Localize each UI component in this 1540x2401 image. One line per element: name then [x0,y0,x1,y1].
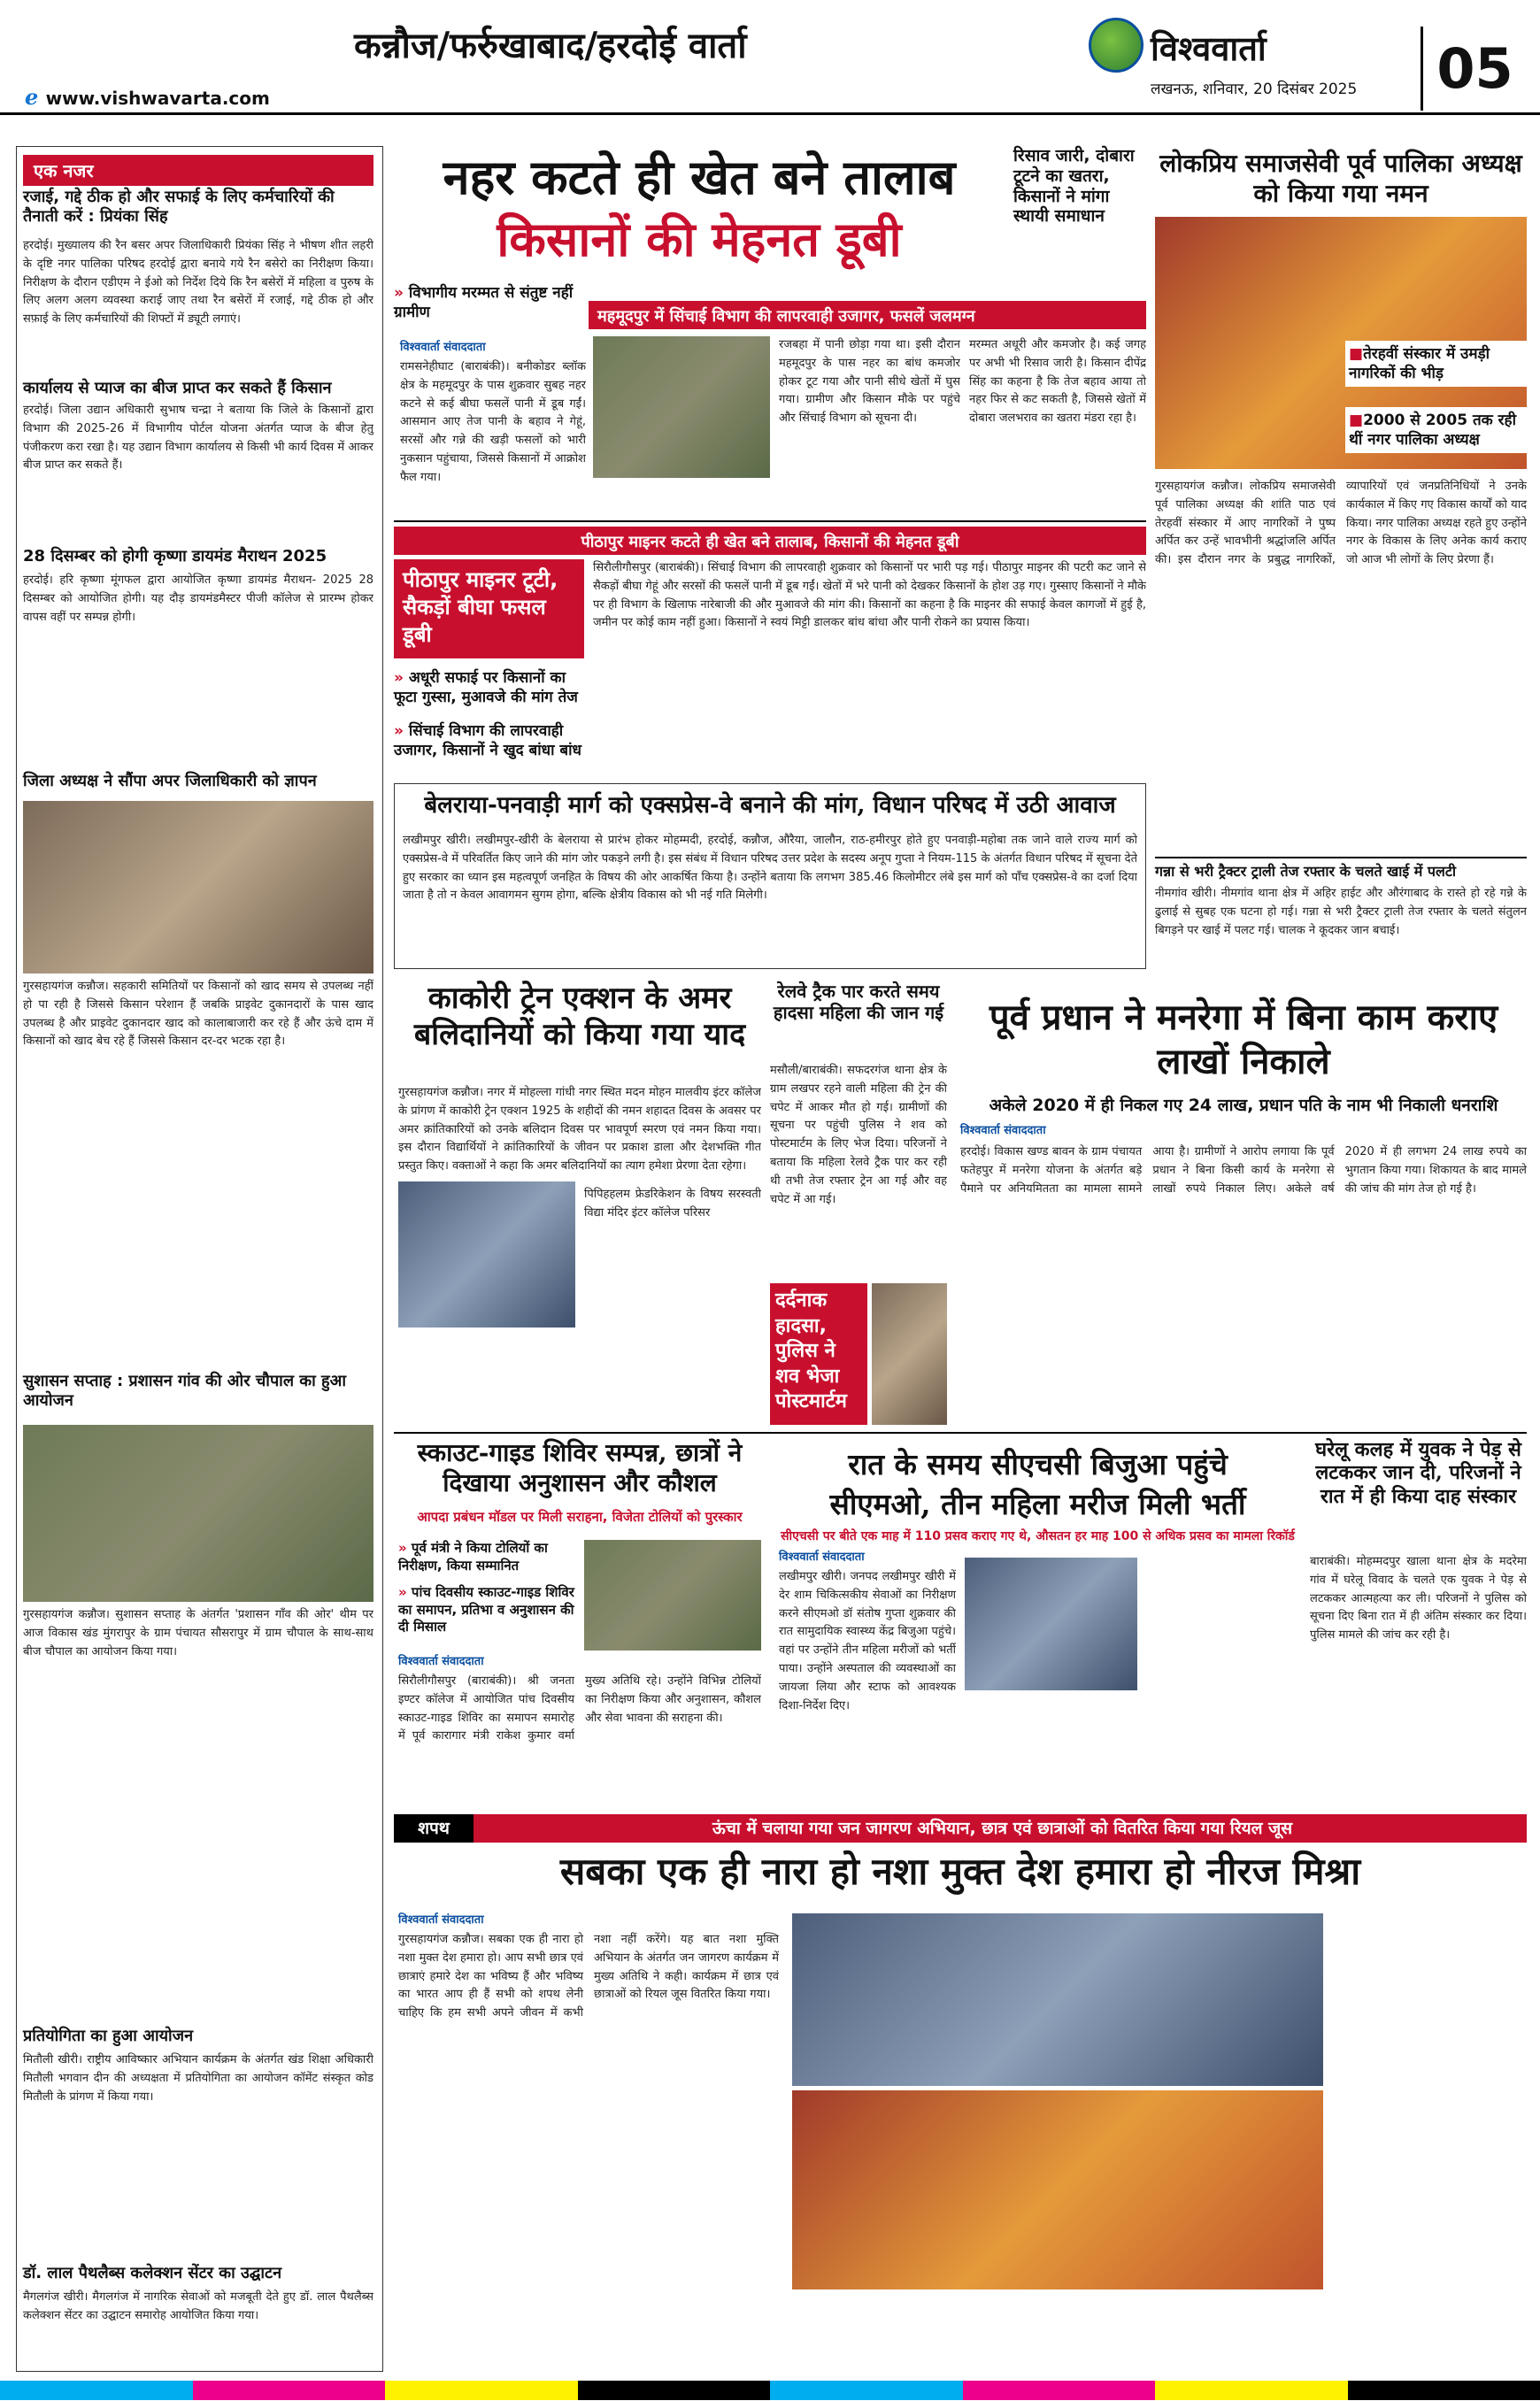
lokpriya-callout-2 [1345,407,1527,453]
lokpriya-body: गुरसहायगंज कन्नौज। लोकप्रिय समाजसेवी पूर्व पालिका अध्यक्ष की शांति पाठ एवं तेरहवीं संस्कार में आए नागरिकों ने पुष्प अर्पित कर उन्हें भावभीनी श्रद्धांजलि अर्पित की। इस दौरान नगर के प्रबुद्ध नागरिकों, व्यापारियों एवं जनप्रतिनिधियों ने उनके कार्यकाल में किए गए विकास कार्यों को याद किया। नगर पालिका अध्यक्ष रहते हुए उन्होंने नगर के विकास के लिए अनेक कार्य कराए जो आज भी लोगों के लिए प्रेरणा हैं। [1155,480,1527,567]
shapath-body: गुरसहायगंज कन्नौज। सबका एक ही नारा हो नशा मुक्त देश हमारा हो। आप सभी छात्र एवं छात्राएं हमारे देश का भविष्य हैं और भविष्य का भारत आप ही हैं सभी को शपथ लेनी चाहिए कि हम सभी अपने जीवन में कभी नशा नहीं करेंगे। यह बात नशा मुक्ति अभियान के अंतर्गत जन जागरण कार्यक्रम में मुख्य अतिथि ने कही। कार्यक्रम में छात्र एवं छात्राओं को रियल जूस वितरित किया गया। [398,1933,779,2020]
logo-icon [1089,18,1143,73]
color-swatch [1348,2381,1540,2400]
lead-subhead: महमूदपुर में सिंचाई विभाग की लापरवाही उजागर, फसलें जलमग्न [589,301,1146,329]
callout-text: 2000 से 2005 तक रही थीं नगर पालिका अध्यक्ष [1349,412,1516,450]
callout-text: तेरहवीं संस्कार में उमड़ी नागरिकों की भीड़ [1349,345,1490,383]
lead-byline: विश्ववार्ता संवाददाता [400,341,486,354]
bullet-text: पांच दिवसीय स्काउट-गाइड शिविर का समापन, प्रतिभा व अनुशासन की दी मिसाल [398,1584,574,1635]
pilibhit-bar: पीठापुर माइनर कटते ही खेत बने तालाब, किसानों की मेहनत डूबी [394,527,1146,555]
lead-headline-2: किसानों की मेहनत डूबी [497,211,902,267]
sidebar-body-3: हरदोई। हरि कृष्णा मूंगफल द्वारा आयोजित कृष्णा डायमंड मैराथन- 2025 28 दिसम्बर को आयोजित होगी। यह दौड़ डायमंडमैस्टर पीजी कॉलेज से प्रारम्भ होकर वापस वहीं पर सम्पन्न होगी। [23,573,373,624]
lead-side-headline: रिसाव जारी, दोबारा टूटने का खतरा, किसानों ने मांगा स्थायी समाधान [1013,146,1135,227]
ganna-body: नीमगांव खीरी। नीमगांव थाना क्षेत्र में अहिर हाईट और औरंगाबाद के रास्ते हो रहे गन्ने के ढुलाई से सुबह एक घटना हो गई। गन्ना से भरी ट्रैक्टर ट्राली तेज रफ्तार के चलते संतुलन बिगड़ने पर खाई में पलट गई। चालक ने कूदकर जान बचाई। [1155,887,1527,937]
sidebar-headline-7: डॉ. लाल पैथलैब्स कलेक्शन सेंटर का उद्घाटन [23,2264,282,2282]
website-url[interactable] [25,85,270,110]
chc-headline-1: रात के समय सीएचसी बिजुआ पहुंचे [848,1447,1228,1481]
e-icon: ℯ [25,85,46,110]
color-swatch [578,2381,771,2400]
chc-photo [965,1558,1137,1690]
kakori-headline: काकोरी ट्रेन एक्शन के अमर बलिदानियों को किया गया याद [413,981,746,1052]
shapath-bar-text: ऊंचा में चलाया गया जन जागरण अभियान, छात्र एवं छात्राओं को वितरित किया गया रियल जूस [712,1819,1293,1838]
expressway-headline: बेलराया-पनवाड़ी मार्ग को एक्सप्रेस-वे बनाने की मांग, विधान परिषद में उठी आवाज [424,792,1116,819]
color-swatch [963,2381,1156,2400]
lead-headline-1: नहर कटते ही खेत बने तालाब [443,149,956,205]
lokpriya-headline: लोकप्रिय समाजसेवी पूर्व पालिका अध्यक्ष को किया गया नमन [1159,149,1522,208]
ek-nazar-tag: एक नजर [23,155,373,186]
lead-body-1: रामसनेहीघाट (बाराबंकी)। बनीकोडर ब्लॉक क्षेत्र के महमूदपुर के पास शुक्रवार सुबह नहर कटने से कई बीघा फसलें पानी में डूब गईं। आसमान आए तेज पानी के बहाव ने गेहूं, सरसों और गन्ने की खड़ी फसलों को भारी नुकसान पहुंचाया, जिससे किसानों में आक्रोश फैल गया। [400,360,586,484]
manrega-byline: विश्ववार्ता संवाददाता [960,1124,1046,1137]
scout-headline: स्काउट-गाइड शिविर सम्पन्न, छात्रों ने दिखाया अनुशासन और कौशल [417,1438,743,1497]
lead-bullet-text: विभागीय मरम्मत से संतुष्ट नहीं ग्रामीण [394,284,574,322]
kakori-photo [398,1181,575,1327]
page-number: 05 [1421,27,1527,111]
sidebar-headline-5: सुशासन सप्ताह : प्रशासन गांव की ओर चौपाल का हुआ आयोजन [23,1372,347,1410]
sidebar-photo-2 [23,1425,373,1602]
expressway-body: लखीमपुर खीरी। लखीमपुर-खीरी के बेलराया से प्रारंभ होकर मोहम्मदी, हरदोई, कन्नौज, औरैया, जालौन, राठ-हमीरपुर होते हुए पनवाड़ी-महोबा तक जाने वाले राज्य मार्ग को एक्सप्रेस-वे में परिवर्तित किए जाने की मांग जोर पकड़ने लगी है। इस संबंध में विधान परिषद उत्तर प्रदेश के सदस्य अनूप गुप्ता ने नियम-115 के अंतर्गत विधान परिषद में सूचना देते हुए सरकार का ध्यान इस महत्वपूर्ण जनहित के विषय की ओर आकर्षित किया है। उन्होंने बताया कि लगभग 385.46 किलोमीटर लंबे इस मार्ग को पाँच एक्सप्रेस-वे का दर्जा दिया जाता है तो न केवल आवागमन सुगम होगा, बल्कि क्षेत्रीय विकास को भी नई गति मिलेगी। [403,834,1137,903]
pilibhit-bullet-1 [394,668,584,707]
pilibhit-bullet-2 [394,721,584,760]
color-swatch [0,2381,193,2400]
section-title: कन्नौज/फर्रुखाबाद/हरदोई वार्ता [354,25,747,66]
gharelu-headline: घरेलू कलह में युवक ने पेड़ से लटककर जान दी, परिजनों ने रात में ही किया दाह संस्कार [1315,1438,1521,1508]
bullet-text: पूर्व मंत्री ने किया टोलियों का निरीक्षण, किया सम्मानित [398,1540,548,1574]
color-swatch [770,2381,963,2400]
chc-subhead: सीएचसी पर बीते एक माह में 110 प्रसव कराए गए थे, औसतन हर माह 100 से अधिक प्रसव का मामला रिकॉर्ड [781,1529,1295,1543]
sidebar-body-4: गुरसहायगंज कन्नौज। सहकारी समितियों पर किसानों को खाद समय से उपलब्ध नहीं हो पा रही है जिससे किसान परेशान हैं जबकि प्राइवेट दुकानदारों के पास खाद उपलब्ध है और प्राइवेट दुकानदार खाद को कालाबाजारी कर रहे हैं और ऊंचे दाम में किसानों को खाद बेच रहे हैं जिससे किसान दर-दर भटक रहा है। [23,980,373,1049]
pilibhit-body: सिरौलीगौसपुर (बाराबंकी)। सिंचाई विभाग की लापरवाही शुक्रवार को किसानों पर भारी पड़ गई। पीठापुर माइनर की पटरी कट जाने से सैकड़ों बीघा गेहूं और सरसों की फसलें पानी में डूब गईं। खेतों में भरे पानी को देखकर किसानों के होश उड़ गए। गुस्साए किसानों ने मौके पर ही विभाग के खिलाफ नारेबाजी की और मुआवजे की मांग की। किसानों का कहना है कि माइनर की सफाई केवल कागजों में हुई है, जमीन पर कोई काम नहीं हुआ। किसानों ने स्वयं मिट्टी डालकर बांध बांधा और पानी रोकने का प्रयास किया। [593,561,1146,630]
chc-body: लखीमपुर खीरी। जनपद लखीमपुर खीरी में देर शाम चिकित्सकीय सेवाओं का निरीक्षण करने सीएमओ डॉ संतोष गुप्ता शुक्रवार की रात सामुदायिक स्वास्थ्य केंद्र बिजुआ पहुंचे। वहां पर उन्होंने तीन महिला मरीजों को भर्ती पाया। उन्होंने अस्पताल की व्यवस्थाओं का जायजा लिया और स्टाफ को आवश्यक दिशा-निर्देश दिए। [779,1570,956,1712]
shapath-photo-2 [792,2090,1323,2289]
lokpriya-callout-1 [1345,341,1527,387]
chevron-icon: » [398,1540,412,1556]
sidebar-headline-1: रजाई, गद्दे ठीक हो और सफाई के लिए कर्मचारियों की तैनाती करें : प्रियंका सिंह [23,188,335,226]
ganna-headline: गन्ना से भरी ट्रैक्टर ट्राली तेज रफ्तार के चलते खाई में पलटी [1155,863,1457,880]
sidebar-photo-1 [23,801,373,973]
paper-name: विश्ववार्ता [1151,28,1267,68]
railway-red-head: दर्दनाक हादसा, पुलिस ने शव भेजा पोस्टमार्टम [770,1283,867,1425]
manrega-headline: पूर्व प्रधान ने मनरेगा में बिना काम कराए लाखों निकाले [989,997,1498,1082]
kakori-body: गुरसहायगंज कन्नौज। नगर में मोहल्ला गांधी नगर स्थित मदन मोहन मालवीय इंटर कॉलेज के प्रांगण में काकोरी ट्रेन एक्शन 1925 के शहीदों की नमन शहादत दिवस के अवसर पर अमर क्रांतिकारियों को उनके बलिदान दिवस पर भावपूर्ण स्मरण एवं नमन किया गया। इस दौरान विद्यार्थियों ने क्रांतिकारियों के जीवन पर प्रकाश डाला और देशभक्ति गीत प्रस्तुत किए। वक्ताओं ने कहा कि अमर बलिदानियों का त्याग हमेशा प्रेरणा देता रहेगा। [398,1086,761,1174]
railway-headline: रेलवे ट्रैक पार करते समय हादसा महिला की जान गई [773,981,944,1023]
chevron-icon: » [394,284,409,302]
manrega-subhead: अकेले 2020 में ही निकल गए 24 लाख, प्रधान पति के नाम भी निकाली धनराशि [989,1096,1498,1115]
sidebar-body-6: मितौली खीरी। राष्ट्रीय आविष्कार अभियान कार्यक्रम के अंतर्गत खंड शिक्षा अधिकारी मितौली भगवान दीन की अध्यक्षता में प्रतियोगिता का आयोजन कॉमेंट संस्कृत कोड मितौली के प्रांगण में किया गया। [23,2053,373,2104]
square-icon: ■ [1349,345,1364,363]
shapath-tag: शपथ [394,1814,474,1843]
shapath-byline: विश्ववार्ता संवाददाता [398,1913,484,1927]
sidebar-headline-4: जिला अध्यक्ष ने सौंपा अपर जिलाधिकारी को ज्ञापन [23,772,317,790]
bullet-text: अधूरी सफाई पर किसानों का फूटा गुस्सा, मुआवजे की मांग तेज [394,669,578,707]
manrega-body: हरदोई। विकास खण्ड बावन के ग्राम पंचायत फतेहपुर में मनरेगा योजना के अंतर्गत बड़े पैमाने पर अनियमितता का मामला सामने आया है। ग्रामीणों ने आरोप लगाया कि पूर्व प्रधान ने बिना किसी कार्य के मनरेगा से लाखों रुपये निकाल लिए। अकेले वर्ष 2020 में ही लगभग 24 लाख रुपये का भुगतान किया गया। शिकायत के बाद मामले की जांच की मांग तेज हो गई है। [960,1145,1527,1196]
sidebar-body-1: हरदोई। मुख्यालय की रैन बसर अपर जिलाधिकारी प्रियंका सिंह ने भीषण शीत लहरी के दृष्टि नगर पालिका परिषद हरदोई द्वारा बनाये गये रैन बसेरो का निरीक्षण किया। निरीक्षण के दौरान एडीएम ने ईओ को निर्देश दिये कि रैन बसेरों में महिला व पुरुष के लिए अलग अलग व्यवस्था कराई जाए तथा रैन बसेरों में रजाई, गद्दे ठीक हो और सफ़ाई के लिए कर्मचारियों की शिफ्टों में ड्यूटी लगाएं। [23,239,373,327]
sidebar-headline-2: कार्यालय से प्याज का बीज प्राप्त कर सकते हैं किसान [23,379,332,397]
sidebar-body-7: मैगलगंज खीरी। मैगलगंज में नागरिक सेवाओं को मजबूती देते हुए डॉ. लाल पैथलैब्स कलेक्शन सेंटर का उद्घाटन समारोह आयोजित किया गया। [23,2290,373,2322]
color-swatch [193,2381,386,2400]
shapath-body-2 [792,2294,1323,2372]
scout-subhead: आपदा प्रबंधन मॉडल पर मिली सराहना, विजेता टोलियों को पुरस्कार [417,1509,743,1525]
sidebar-body-2: हरदोई। जिला उद्यान अधिकारी सुभाष चन्द्रा ने बताया कि जिले के किसानों द्वारा विभाग की 2025-26 में विभागीय पोर्टल योजना अंतर्गत प्याज के बीज हेतु पंजीकरण करा रखा है। यह उद्यान विभाग कार्यालय से किसी भी कार्य दिवस में आकर बीज प्राप्त कर सकते हैं। [23,404,373,473]
sidebar-headline-6: प्रतियोगिता का हुआ आयोजन [23,2027,194,2045]
dateline: लखनऊ, शनिवार, 20 दिसंबर 2025 [1151,81,1358,98]
print-color-strip [0,2381,1540,2400]
bullet-text: सिंचाई विभाग की लापरवाही उजागर, किसानों ने खुद बांधा बांध [394,722,581,760]
shapath-body-3 [1332,1913,1527,2372]
lead-body-3: मरम्मत अधूरी और कमजोर है। कई जगह पर अभी भी रिसाव जारी है। किसान दीपेंद्र सिंह का कहना है कि तेज बहाव आया तो नहर फिर से कट सकती है, जिससे खेतों में दोबारा जलभराव का खतरा मंडरा रहा है। [969,338,1146,426]
scout-body: सिरौलीगौसपुर (बाराबंकी)। श्री जनता इण्टर कॉलेज में आयोजित पांच दिवसीय स्काउट-गाइड शिविर का समापन समारोह में पूर्व कारागार मंत्री राकेश कुमार वर्मा मुख्य अतिथि रहे। उन्होंने विभिन्न टोलियों का निरीक्षण किया और अनुशासन, कौशल और सेवा भावना की सराहना की। [398,1674,761,1743]
square-icon: ■ [1349,412,1364,429]
divider [1155,857,1527,858]
scout-bullet-2 [398,1584,575,1636]
chevron-icon: » [398,1584,412,1600]
sidebar-headline-3: 28 दिसम्बर को होगी कृष्णा डायमंड मैराथन 2025 [23,547,327,566]
shapath-photo-1 [792,1913,1323,2086]
scout-photo [584,1540,761,1651]
chevron-icon: » [394,669,409,687]
gharelu-body: बाराबंकी। मोहम्मदपुर खाला थाना क्षेत्र के मदरेमा गांव में घरेलू विवाद के चलते एक युवक ने पेड़ से लटककर आत्महत्या कर ली। परिजनों ने पुलिस को सूचना दिए बिना रात में ही अंतिम संस्कार कर दिया। पुलिस मामले की जांच कर रही है। [1310,1555,1527,1643]
divider [394,520,1146,522]
lead-photo [593,336,770,478]
chevron-icon: » [394,722,409,740]
pilibhit-red-head: पीठापुर माइनर टूटी, सैकड़ों बीघा फसल डूबी [394,559,584,658]
sidebar-body-5: गुरसहायगंज कन्नौज। सुशासन सप्ताह के अंतर्गत 'प्रशासन गाँव की ओर' थीम पर आज विकास खंड मुंगरापुर के ग्राम पंचायत सौसरापुर में ग्राम चौपाल के साथ-साथ बीज चौपाल का आयोजन किया गया। [23,1608,373,1658]
shapath-headline: सबका एक ही नारा हो नशा मुक्त देश हमारा हो नीरज मिश्रा [559,1850,1361,1893]
chc-body-2 [965,1695,1301,1801]
divider [394,1432,1527,1434]
lead-caption [593,482,770,518]
kakori-caption: पिपिहहलम फ्रेडरिकेशन के विषय सरस्वती विद्या मंदिर इंटर कॉलेज परिसर [584,1188,761,1220]
scout-byline: विश्ववार्ता संवाददाता [398,1655,484,1668]
chc-byline: विश्ववार्ता संवाददाता [779,1551,865,1564]
railway-photo [872,1283,947,1425]
color-swatch [1155,2381,1348,2400]
website-text: www.vishwavarta.com [45,88,270,109]
railway-body: मसौली/बाराबंकी। सफदरगंज थाना क्षेत्र के ग्राम लखपर रहने वाली महिला की ट्रेन की चपेट में आकर मौत हो गई। ग्रामीणों की सूचना पर पहुंची पुलिस ने शव को पोस्टमार्टम के लिए भेज दिया। परिजनों ने बताया कि महिला रेलवे ट्रैक पार कर रही थी तभी तेज रफ्तार ट्रेन आ गई और वह चपेट में आ गई। [770,1064,947,1206]
color-swatch [385,2381,578,2400]
chc-headline-2: सीएमओ, तीन महिला मरीज मिली भर्ती [829,1487,1246,1521]
scout-bullet-1 [398,1540,575,1574]
lead-body-2: रजबहा में पानी छोड़ा गया था। इसी दौरान महमूदपुर के पास नहर का बांध कमजोर होकर टूट गया और पानी सीधे खेतों में घुस गया। ग्रामीण और किसान मौके पर पहुंचे और सिंचाई विभाग को सूचना दी। [779,338,960,426]
lead-bullet [394,283,580,322]
